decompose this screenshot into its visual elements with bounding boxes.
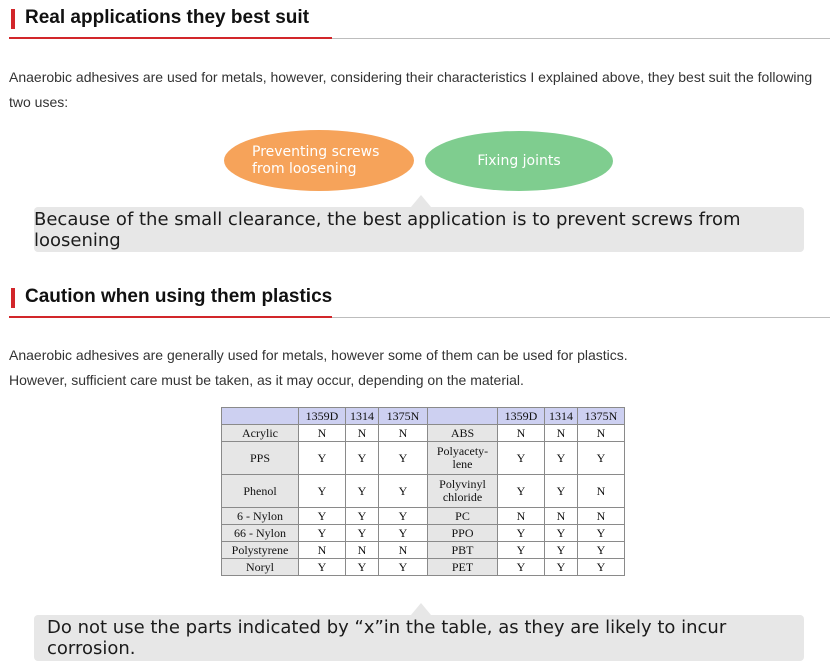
section-heading-plastics <box>9 285 830 318</box>
compat-value-cell: Y <box>578 542 625 559</box>
compat-value-cell: Y <box>346 442 379 475</box>
compat-value-cell: Y <box>379 559 428 576</box>
table-row <box>222 525 625 542</box>
section-heading-applications <box>9 6 830 39</box>
material-name-cell: 66 - Nylon <box>222 525 299 542</box>
material-name-line: PET <box>451 559 474 574</box>
callout-text: Because of the small clearance, the best application is to prevent screws from loosening <box>34 208 741 251</box>
material-name-cell: PPS <box>222 442 299 475</box>
material-name-line: chloride <box>442 490 483 504</box>
compat-value-cell: Y <box>578 525 625 542</box>
bubble-text-line: Preventing screws <box>252 143 380 160</box>
material-name-cell <box>428 525 498 542</box>
compat-value-cell: Y <box>346 525 379 542</box>
compat-value-cell: Y <box>346 559 379 576</box>
material-name-line: PBT <box>451 542 474 557</box>
heading-accent-bar <box>11 9 15 29</box>
compat-value-cell: N <box>578 425 625 442</box>
callout-text: Do not use the parts indicated by “x”in the table, as they are likely to incur corrosion. <box>47 617 727 659</box>
callout-pointer <box>411 195 431 207</box>
table-header-cell: 1314 <box>346 408 379 425</box>
table-row <box>222 559 625 576</box>
table-header-cell: 1375N <box>578 408 625 425</box>
table-header-cell: 1375N <box>379 408 428 425</box>
compat-value-cell: Y <box>578 442 625 475</box>
bubble-fixing-joints: Fixing joints <box>425 131 613 191</box>
compat-value-cell: Y <box>545 442 578 475</box>
compat-value-cell: Y <box>346 508 379 525</box>
heading-underline <box>9 37 332 39</box>
compat-value-cell: Y <box>545 525 578 542</box>
applications-paragraph: Anaerobic adhesives are used for metals, however, considering their characteristics I explained above, they best suit the following two uses: <box>9 69 813 110</box>
compat-value-cell: N <box>578 475 625 508</box>
compat-value-cell: Y <box>498 559 545 576</box>
compat-value-cell: Y <box>545 475 578 508</box>
material-name-cell <box>428 559 498 576</box>
heading-accent-bar <box>11 288 15 308</box>
paragraph-line: Anaerobic adhesives are generally used for metals, however some of them can be used for plastics. <box>9 347 628 363</box>
plastics-paragraph <box>9 343 824 393</box>
compat-value-cell: N <box>299 425 346 442</box>
table-row <box>222 442 625 475</box>
compat-value-cell: Y <box>498 525 545 542</box>
compat-value-cell: Y <box>545 542 578 559</box>
table-header-cell: 1359D <box>299 408 346 425</box>
material-name-cell: 6 - Nylon <box>222 508 299 525</box>
paragraph-line: However, sufficient care must be taken, as it may occur, depending on the material. <box>9 372 524 388</box>
bubble-preventing-screws <box>224 130 414 191</box>
compat-value-cell: Y <box>498 442 545 475</box>
material-name-cell <box>428 475 498 508</box>
table-header-cell: 1359D <box>498 408 545 425</box>
material-name-line: ABS <box>450 425 475 440</box>
compat-value-cell: Y <box>498 475 545 508</box>
material-name-cell: Phenol <box>222 475 299 508</box>
compat-value-cell: N <box>545 425 578 442</box>
compat-value-cell: Y <box>299 508 346 525</box>
material-name-line: lene <box>452 457 473 471</box>
material-name-cell <box>428 508 498 525</box>
compat-value-cell: N <box>299 542 346 559</box>
compat-value-cell: N <box>578 508 625 525</box>
bubble-text-line: from loosening <box>252 160 357 177</box>
compat-value-cell: Y <box>299 559 346 576</box>
material-name-cell <box>428 542 498 559</box>
material-name-cell: Noryl <box>222 559 299 576</box>
material-name-cell <box>428 442 498 475</box>
compat-value-cell: N <box>498 508 545 525</box>
heading-underline <box>9 316 332 318</box>
compat-value-cell: Y <box>379 508 428 525</box>
table-row <box>222 508 625 525</box>
compat-value-cell: Y <box>498 542 545 559</box>
compat-value-cell: N <box>545 508 578 525</box>
material-name-line: Polyacety- <box>436 444 489 458</box>
material-name-cell <box>428 425 498 442</box>
table-row <box>222 475 625 508</box>
table-row <box>222 425 625 442</box>
material-name-line: PPO <box>451 525 474 540</box>
compat-value-cell: Y <box>545 559 578 576</box>
section-title: Real applications they best suit <box>25 7 310 28</box>
plastics-compatibility-table <box>221 407 625 576</box>
material-name-cell: Polystyrene <box>222 542 299 559</box>
compat-value-cell: N <box>379 425 428 442</box>
material-name-cell: Acrylic <box>222 425 299 442</box>
compat-value-cell: Y <box>379 525 428 542</box>
table-row <box>222 542 625 559</box>
compat-value-cell: Y <box>299 525 346 542</box>
table-header-row <box>222 408 625 425</box>
compat-value-cell: N <box>346 542 379 559</box>
material-name-line: Polyvinyl <box>439 477 486 491</box>
compat-value-cell: N <box>379 542 428 559</box>
compat-value-cell: N <box>498 425 545 442</box>
table-header-cell <box>428 408 498 425</box>
table-header-cell: 1314 <box>545 408 578 425</box>
compat-value-cell: Y <box>379 475 428 508</box>
compat-value-cell: N <box>346 425 379 442</box>
compat-value-cell: Y <box>299 442 346 475</box>
callout-corrosion-warning <box>34 615 804 661</box>
callout-best-application <box>34 207 804 252</box>
compat-value-cell: Y <box>346 475 379 508</box>
compat-value-cell: Y <box>299 475 346 508</box>
compat-value-cell: Y <box>379 442 428 475</box>
compat-value-cell: Y <box>578 559 625 576</box>
material-name-line: PC <box>455 508 470 523</box>
callout-pointer <box>411 603 431 615</box>
table-header-cell <box>222 408 299 425</box>
section-title: Caution when using them plastics <box>25 286 333 307</box>
